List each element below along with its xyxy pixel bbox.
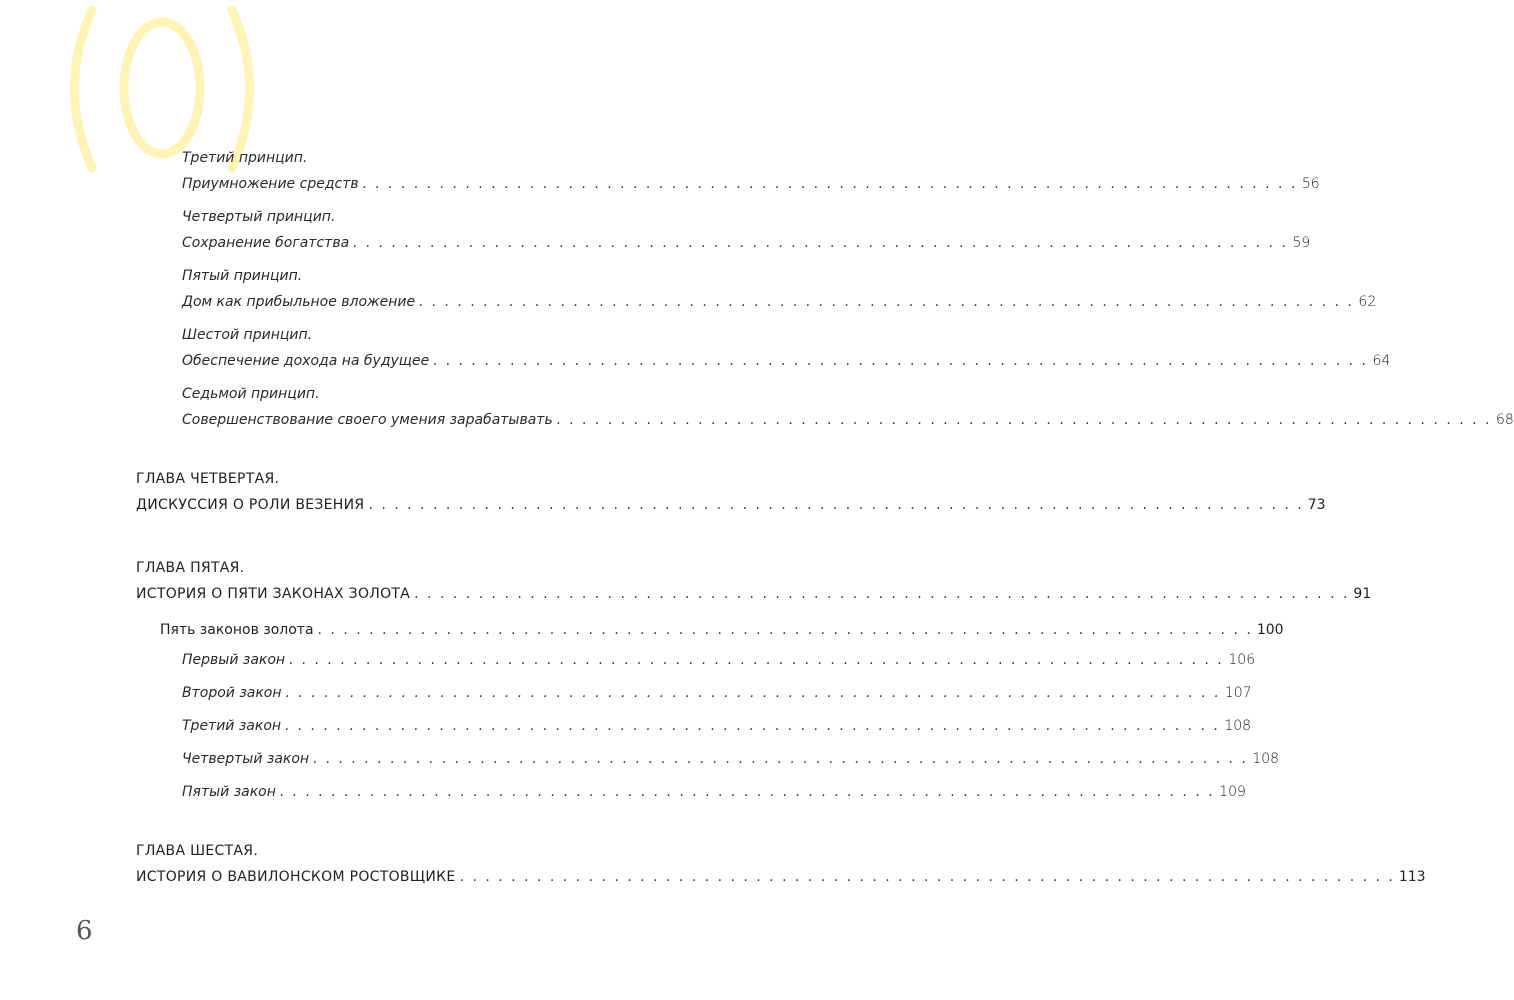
entry-page: 107 bbox=[1224, 685, 1252, 701]
principle-label: Четвертый принцип. bbox=[182, 209, 336, 225]
entry-page: 68 bbox=[1496, 412, 1514, 428]
entry-page: 56 bbox=[1301, 176, 1320, 192]
toc-chapter-entry[interactable] bbox=[136, 869, 1426, 885]
dot-leader: . . . . . . . . . . . . . . . . . . . . . . . . . . . . . . . . . . . . . . . . . . . . . . . . . . . . . . . . . . . . . . . . . . . . . . . . . bbox=[285, 718, 1221, 734]
toc-entry[interactable] bbox=[182, 784, 1246, 800]
entry-page: 106 bbox=[1228, 652, 1256, 668]
entry-page: 62 bbox=[1358, 294, 1377, 310]
chapter-page: 91 bbox=[1353, 586, 1372, 602]
chapter-page: 73 bbox=[1307, 497, 1326, 513]
chapter-page: 113 bbox=[1398, 869, 1426, 885]
dot-leader: . . . . . . . . . . . . . . . . . . . . . . . . . . . . . . . . . . . . . . . . . . . . . . . . . . . . . . . . . . . . . . . . . . . . . . . . . bbox=[285, 685, 1221, 701]
page-number: 6 bbox=[76, 916, 93, 946]
entry-title: Дом как прибыльное вложение bbox=[182, 294, 416, 310]
section-page: 100 bbox=[1256, 622, 1284, 638]
principle-label: Пятый принцип. bbox=[182, 268, 303, 284]
principle-label: Третий принцип. bbox=[182, 150, 308, 166]
dot-leader: . . . . . . . . . . . . . . . . . . . . . . . . . . . . . . . . . . . . . . . . . . . . . . . . . . . . . . . . . . . . . . . . . . . . . . . . . bbox=[433, 353, 1369, 369]
toc-entry[interactable] bbox=[182, 412, 1514, 428]
chapter-title: ИСТОРИЯ О ПЯТИ ЗАКОНАХ ЗОЛОТА bbox=[136, 586, 411, 602]
dot-leader: . . . . . . . . . . . . . . . . . . . . . . . . . . . . . . . . . . . . . . . . . . . . . . . . . . . . . . . . . . . . . . . . . . . . . . . . . bbox=[459, 869, 1395, 885]
dot-leader: . . . . . . . . . . . . . . . . . . . . . . . . . . . . . . . . . . . . . . . . . . . . . . . . . . . . . . . . . . . . . . . . . . . . . . . . . bbox=[414, 586, 1350, 602]
chapter-label: ГЛАВА ПЯТАЯ. bbox=[136, 560, 245, 576]
dot-leader: . . . . . . . . . . . . . . . . . . . . . . . . . . . . . . . . . . . . . . . . . . . . . . . . . . . . . . . . . . . . . . . . . . . . . . . . . bbox=[353, 235, 1289, 251]
dot-leader: . . . . . . . . . . . . . . . . . . . . . . . . . . . . . . . . . . . . . . . . . . . . . . . . . . . . . . . . . . . . . . . . . . . . . . . . . bbox=[362, 176, 1298, 192]
entry-page: 108 bbox=[1224, 718, 1252, 734]
dot-leader: . . . . . . . . . . . . . . . . . . . . . . . . . . . . . . . . . . . . . . . . . . . . . . . . . . . . . . . . . . . . . . . . . . . . . . . . . bbox=[279, 784, 1216, 800]
chapter-label: ГЛАВА ЧЕТВЕРТАЯ. bbox=[136, 471, 280, 487]
entry-title: Сохранение богатства bbox=[182, 235, 350, 251]
entry-page: 108 bbox=[1252, 751, 1280, 767]
entry-title: Второй закон bbox=[182, 685, 282, 701]
toc-chapter-entry[interactable] bbox=[136, 586, 1372, 602]
toc-entry[interactable] bbox=[182, 652, 1256, 668]
dot-leader: . . . . . . . . . . . . . . . . . . . . . . . . . . . . . . . . . . . . . . . . . . . . . . . . . . . . . . . . . . . . . . . . . . . . . . . . . bbox=[556, 412, 1492, 428]
principle-label: Седьмой принцип. bbox=[182, 386, 320, 402]
toc-entry[interactable] bbox=[182, 294, 1377, 310]
entry-title: Первый закон bbox=[182, 652, 286, 668]
toc-entry[interactable] bbox=[182, 685, 1252, 701]
principle-label: Шестой принцип. bbox=[182, 327, 313, 343]
toc-chapter-entry[interactable] bbox=[136, 497, 1326, 513]
dot-leader: . . . . . . . . . . . . . . . . . . . . . . . . . . . . . . . . . . . . . . . . . . . . . . . . . . . . . . . . . . . . . . . . . . . . . . . . . bbox=[317, 622, 1253, 638]
toc-entry[interactable] bbox=[182, 235, 1311, 251]
dot-leader: . . . . . . . . . . . . . . . . . . . . . . . . . . . . . . . . . . . . . . . . . . . . . . . . . . . . . . . . . . . . . . . . . . . . . . . . . bbox=[419, 294, 1355, 310]
entry-title: Приумножение средств bbox=[182, 176, 359, 192]
dot-leader: . . . . . . . . . . . . . . . . . . . . . . . . . . . . . . . . . . . . . . . . . . . . . . . . . . . . . . . . . . . . . . . . . . . . . . . . . bbox=[313, 751, 1249, 767]
dot-leader: . . . . . . . . . . . . . . . . . . . . . . . . . . . . . . . . . . . . . . . . . . . . . . . . . . . . . . . . . . . . . . . . . . . . . . . . . bbox=[289, 652, 1225, 668]
toc-entry[interactable] bbox=[182, 353, 1391, 369]
entry-title: Обеспечение дохода на будущее bbox=[182, 353, 430, 369]
toc-section-entry[interactable] bbox=[160, 622, 1284, 638]
chapter-title: ДИСКУССИЯ О РОЛИ ВЕЗЕНИЯ bbox=[136, 497, 365, 513]
entry-page: 109 bbox=[1219, 784, 1246, 800]
chapter-label: ГЛАВА ШЕСТАЯ. bbox=[136, 843, 259, 859]
dot-leader: . . . . . . . . . . . . . . . . . . . . . . . . . . . . . . . . . . . . . . . . . . . . . . . . . . . . . . . . . . . . . . . . . . . . . . . . . bbox=[368, 497, 1304, 513]
toc-entry[interactable] bbox=[182, 176, 1320, 192]
entry-page: 64 bbox=[1372, 353, 1391, 369]
entry-title: Четвертый закон bbox=[182, 751, 310, 767]
chapter-title: ИСТОРИЯ О ВАВИЛОНСКОМ РОСТОВЩИКЕ bbox=[136, 869, 456, 885]
entry-title: Третий закон bbox=[182, 718, 282, 734]
toc-entry[interactable] bbox=[182, 718, 1252, 734]
entry-title: Совершенствование своего умения зарабатывать bbox=[182, 412, 553, 428]
entry-page: 59 bbox=[1292, 235, 1311, 251]
entry-title: Пятый закон bbox=[182, 784, 276, 800]
section-title: Пять законов золота bbox=[160, 622, 314, 638]
toc-entry[interactable] bbox=[182, 751, 1280, 767]
